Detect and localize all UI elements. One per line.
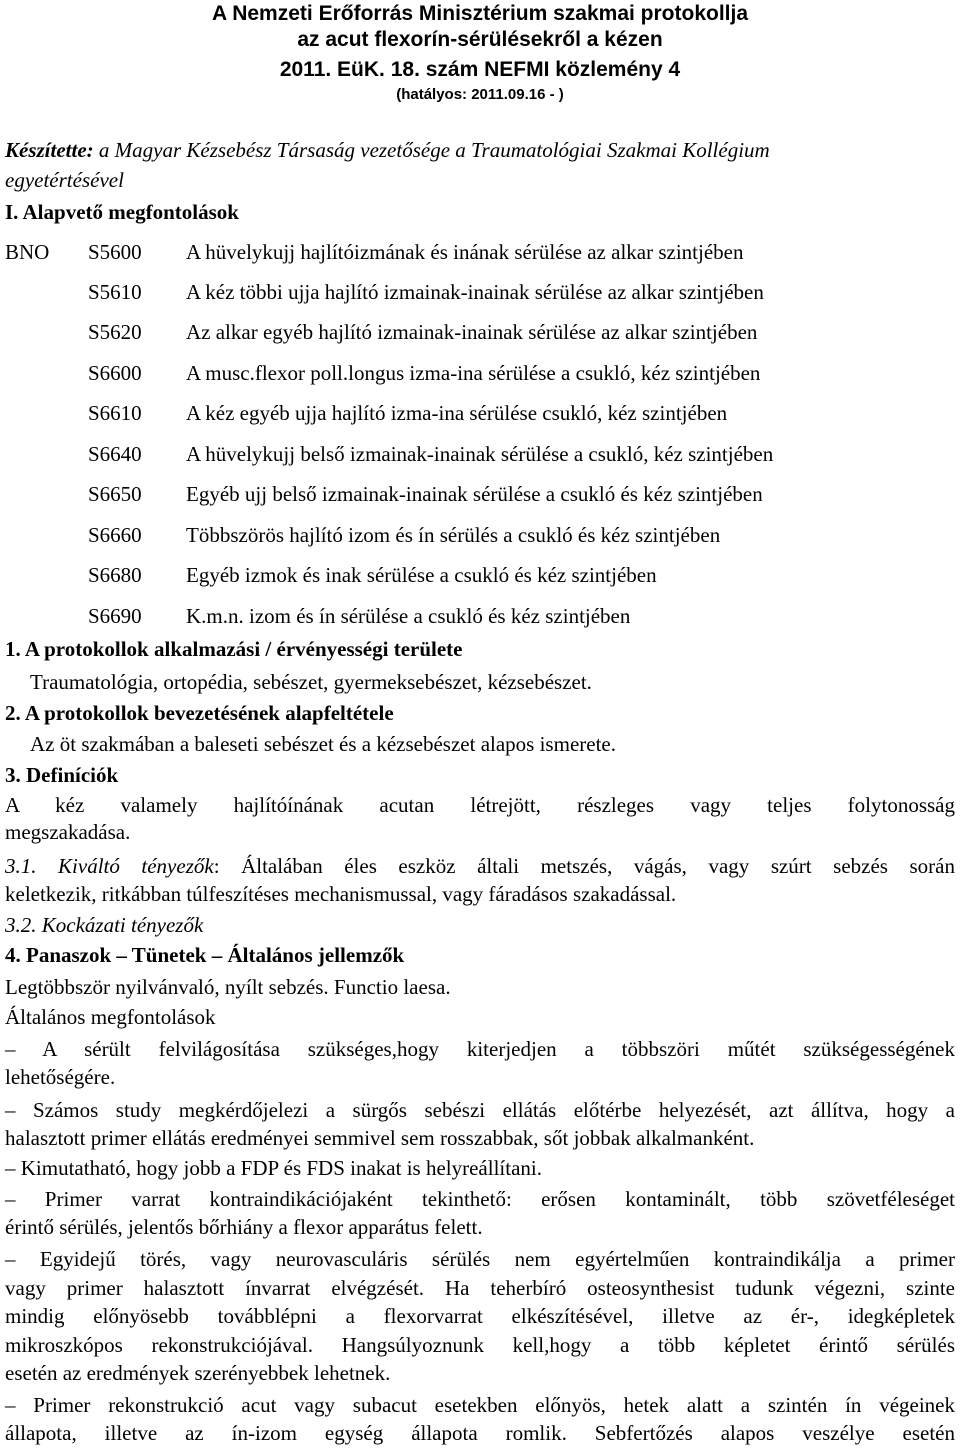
- section-2-title: 2. A protokollok bevezetésének alapfeltétele: [5, 701, 394, 725]
- section-3-2-label: 3.2. Kockázati tényezők: [5, 913, 204, 937]
- bullet-item-cont: mikroszkópos rekonstrukciójával. Hangsúlyoznunk kell,hogy a több képletet érintő sérülés: [5, 1333, 955, 1357]
- bno-desc: Egyéb izmok és inak sérülése a csukló és kéz szintjében: [186, 563, 657, 587]
- author-label: Készítette:: [5, 138, 94, 162]
- bno-code: S6690: [88, 604, 142, 628]
- bullet-item-cont: vagy primer halasztott ínvarrat elvégzését. Ha teherbíró osteosynthesist tudunk végezni, szinte: [5, 1276, 955, 1300]
- header-title-line1: A Nemzeti Erőforrás Minisztérium szakmai protokollja: [211, 2, 749, 25]
- bullet-item-cont: mindig előnyösebb továbblépni a flexorvarrat elkészítésével, illetve az ér-, idegképletek: [5, 1304, 955, 1328]
- bno-desc: Az alkar egyéb hajlító izmainak-inainak sérülése az alkar szintjében: [186, 320, 758, 344]
- section-2-body: Az öt szakmában a baleseti sebészet és a kézsebészet alapos ismerete.: [30, 732, 616, 756]
- section-1-body: Traumatológia, ortopédia, sebészet, gyermeksebészet, kézsebészet.: [30, 670, 592, 694]
- bno-code: S6680: [88, 563, 142, 587]
- section-3-1-line2: keletkezik, ritkábban túlfeszítéses mechanismussal, vagy fáradásos szakadással.: [5, 882, 677, 906]
- bno-code: S5620: [88, 320, 142, 344]
- section-3-title: 3. Definíciók: [5, 763, 119, 787]
- bno-code: S6660: [88, 523, 142, 547]
- bno-code: S5610: [88, 280, 142, 304]
- bno-prefix: BNO: [5, 240, 50, 264]
- section-4-body: Legtöbbször nyilvánvaló, nyílt sebzés. Functio laesa.: [5, 975, 451, 999]
- section-i-title: I. Alapvető megfontolások: [5, 200, 239, 224]
- bullet-item: – Kimutatható, hogy jobb a FDP és FDS inakat is helyreállítani.: [5, 1156, 542, 1180]
- bullet-item: – Primer varrat kontraindikációjaként tekinthető: erősen kontaminált, több szövetféleséget: [5, 1187, 955, 1211]
- bno-desc: A musc.flexor poll.longus izma-ina sérülése a csukló, kéz szintjében: [186, 361, 761, 385]
- bullet-item: – A sérült felvilágosítása szükséges,hogy kiterjedjen a többszöri műtét szükségességének: [5, 1037, 955, 1061]
- bullet-item: – Számos study megkérdőjelezi a sürgős sebészi ellátás előtérbe helyezését, azt állítva, hogy a: [5, 1098, 955, 1122]
- bno-desc: Többszörös hajlító izom és ín sérülés a csukló és kéz szintjében: [186, 523, 721, 547]
- section-4-title: 4. Panaszok – Tünetek – Általános jellemzők: [5, 943, 405, 967]
- bno-code: S5600: [88, 240, 142, 264]
- section-3-body-line1: A kéz valamely hajlítóínának acutan létrejött, részleges vagy teljes folytonosság: [5, 793, 955, 817]
- author-line2: egyetértésével: [5, 168, 124, 192]
- bno-desc: K.m.n. izom és ín sérülése a csukló és kéz szintjében: [186, 604, 631, 628]
- bullet-item-cont: esetén az eredmények szerényebbek lehetnek.: [5, 1361, 391, 1385]
- header-title-line3: 2011. EüK. 18. szám NEFMI közlemény 4: [279, 58, 681, 81]
- header-title-line2: az acut flexorín-sérülésekről a kézen: [297, 28, 663, 51]
- bno-desc: A hüvelykujj belső izmainak-inainak sérülése a csukló, kéz szintjében: [186, 442, 774, 466]
- section-3-1-label: 3.1. Kiváltó tényezők: [5, 854, 214, 878]
- section-1-title: 1. A protokollok alkalmazási / érvényességi területe: [5, 637, 463, 661]
- bno-code: S6600: [88, 361, 142, 385]
- bullet-item: – Primer rekonstrukció acut vagy subacut esetekben előnyös, hetek alatt a szintén ín végeinek: [5, 1393, 955, 1417]
- bno-code: S6610: [88, 401, 142, 425]
- section-3-1-line1: [5, 853, 955, 879]
- bno-code: S6640: [88, 442, 142, 466]
- bullet-item: – Egyidejű törés, vagy neurovasculáris sérülés nem egyértelműen kontraindikálja a primer: [5, 1247, 955, 1271]
- author-text: a Magyar Kézsebész Társaság vezetősége a Traumatológiai Szakmai Kollégium: [93, 138, 770, 162]
- bno-code: S6650: [88, 482, 142, 506]
- bullet-item-cont: állapota, illetve az ín-izom egység állapota romlik. Sebfertőzés alapos veszélye esetén: [5, 1421, 955, 1445]
- bno-desc: A hüvelykujj hajlítóizmának és inának sérülése az alkar szintjében: [186, 240, 744, 264]
- author-line1: [5, 137, 770, 163]
- header-effective-date: (hatályos: 2011.09.16 - ): [396, 86, 564, 103]
- section-3-body-line2: megszakadása.: [5, 820, 131, 844]
- bno-desc: A kéz egyéb ujja hajlító izma-ina sérülése csukló, kéz szintjében: [186, 401, 728, 425]
- bullet-item-cont: halasztott primer ellátás eredményei semmivel sem rosszabbak, sőt jobbak alkalmanként.: [5, 1126, 755, 1150]
- general-considerations-title: Általános megfontolások: [5, 1005, 216, 1029]
- section-3-1-text: : Általában éles eszköz általi metszés, vágás, vagy szúrt sebzés során: [213, 854, 955, 878]
- bno-desc: A kéz többi ujja hajlító izmainak-inainak sérülése az alkar szintjében: [186, 280, 764, 304]
- bullet-item-cont: lehetőségére.: [5, 1065, 116, 1089]
- bno-desc: Egyéb ujj belső izmainak-inainak sérülése a csukló és kéz szintjében: [186, 482, 763, 506]
- bullet-item-cont: érintő sérülés, jelentős bőrhiány a flexor apparátus felett.: [5, 1215, 483, 1239]
